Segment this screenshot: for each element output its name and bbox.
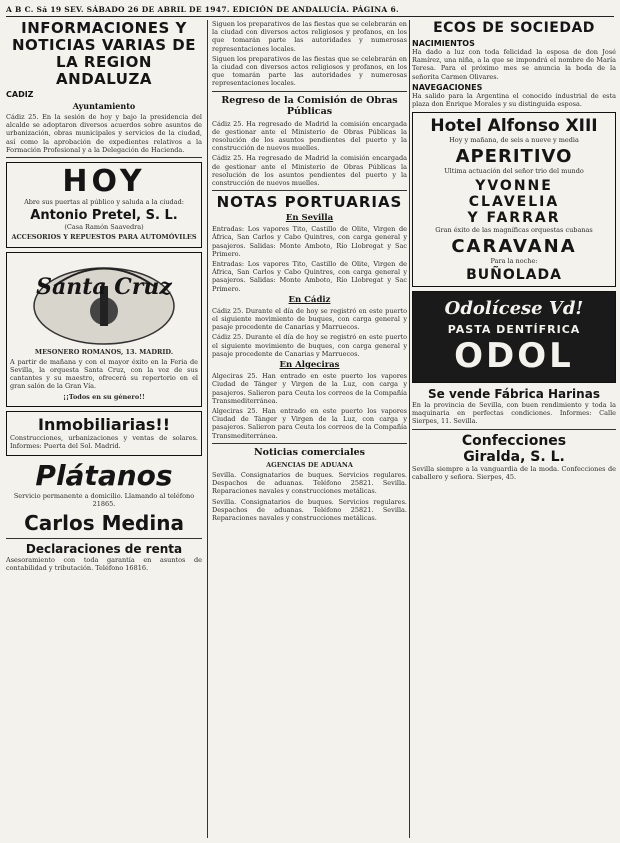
algeciras-text: Algeciras 25. Han entrado en este puerto los vapores Ciudad de Tánger y Virgen de la Luz, con carga y pasajeros. Salieron para Ceuta los correos de la Compañía Transmediterránea. xyxy=(212,406,407,440)
bunolada: BUÑOLADA xyxy=(466,267,562,284)
article-text: Cádiz 25. En la sesión de hoy y bajo la presidencia del alcalde se adoptaron diversos acuerdos sobre asuntos de urbanización, obras municipales y servicios de la ciudad, así como la aprobación de expedientes relativos a la Formación Profesional y a la Delegación de Hacienda. xyxy=(6,113,202,154)
inmobiliarias-ad xyxy=(6,411,202,456)
hoy-line: ACCESORIOS Y REPUESTOS PARA AUTOMÓVILES xyxy=(11,233,197,242)
regreso-text: Cádiz 25. Ha regresado de Madrid la comisión encargada de gestionar ante el Ministerio de Obras Públicas la resolución de los asuntos pendientes del puerto y la construcción de nuevos muelles. xyxy=(212,119,407,153)
divider xyxy=(212,190,407,191)
giralda-name: Giralda, S. L. xyxy=(463,448,565,465)
comerciales-head: Noticias comerciales xyxy=(254,446,365,458)
city-label: CADIZ xyxy=(6,90,34,99)
hoy-line: (Casa Ramón Saavedra) xyxy=(64,223,144,232)
aperitivo: APERITIVO xyxy=(455,146,573,168)
divider xyxy=(6,538,202,539)
comerciales-text: Sevilla. Consignatarios de buques. Servicios regulares. Despachos de aduanas. Teléfono 25821. Sevilla. Reparaciones navales y construcciones metálicas. xyxy=(212,497,407,522)
farrar: Y FARRAR xyxy=(467,209,561,226)
navegaciones-sub: NAVEGACIONES xyxy=(412,82,483,92)
column-rule xyxy=(409,20,410,838)
odol-slogan: Odolícese Vd! xyxy=(444,298,584,320)
sevilla-text: Entradas: Los vapores Tito, Castillo de Olite, Virgen de África, San Carlos y Cabo Quintres, con carga general y pasajeros. Salidas: Monte Amboto, Río Llobregat y Sac Primero. xyxy=(212,260,407,293)
santa-cruz-ornament-icon xyxy=(14,256,194,348)
navegaciones-text: Ha salido para la Argentina el conocido industrial de esta plaza don Enrique Morales y su distinguida esposa. xyxy=(412,91,616,109)
algeciras-text: Algeciras 25. Han entrado en este puerto los vapores Ciudad de Tánger y Virgen de la Luz, con carga y pasajeros. Salieron para Ceuta los correos de la Compañía Transmediterránea. xyxy=(212,372,407,405)
ecos-text: Ha dado a luz con toda felicidad la esposa de don José Ramírez, una niña, a la que se impondrá el nombre de María Teresa. Para el próximo mes se anuncia la boda de la señorita Carmen Olivares. xyxy=(412,48,616,81)
platanos-title: Plátanos xyxy=(35,459,173,493)
comerciales-text: Sevilla. Consignatarios de buques. Servicios regulares. Despachos de aduanas. Teléfono 25821. Sevilla. Reparaciones navales y construcciones metálicas. xyxy=(212,470,407,496)
santa-cruz-footer: ¡¡Todos en su género!! xyxy=(63,392,145,401)
divider xyxy=(6,157,202,158)
giralda-title: Confecciones xyxy=(461,432,567,449)
hotel-alfonso-ad xyxy=(412,112,616,287)
column-middle xyxy=(212,20,407,838)
declaraciones-text: Asesoramiento con toda garantía en asuntos de contabilidad y tributación. Teléfono 16816. xyxy=(6,555,202,572)
algeciras-head: En Algeciras xyxy=(279,360,340,371)
inmobiliarias-title: Inmobiliarias!! xyxy=(38,414,170,434)
ecos-sub: NACIMIENTOS xyxy=(412,39,475,48)
fabrica-text: En la provincia de Sevilla, con buen rendimiento y toda la maquinaria en perfectas condiciones. Informes: Calle Sierpes, 11. Sevilla. xyxy=(412,401,616,426)
sevilla-head: En Sevilla xyxy=(285,213,334,224)
santa-cruz-text: A partir de mañana y con el mayor éxito en la Feria de Sevilla, la orquesta Santa Cruz, con la voz de sus cantantes y su maestro, ofrecerá su repertorio en el gran salón de la Gran Vía. xyxy=(10,357,198,391)
platanos-sub: Servicio permanente a domicilio. Llamando al teléfono 21865. xyxy=(13,492,195,509)
divider xyxy=(212,91,407,92)
page-header: A B C. Sá 19 SEV. SÁBADO 26 DE ABRIL DE 1947. EDICIÓN DE ANDALUCÍA. PÁGINA 6. xyxy=(6,5,614,17)
hoy-name: Antonio Pretel, S. L. xyxy=(30,208,178,224)
aperitivo-sub: Ultima actuación del señor trio del mundo xyxy=(444,167,584,176)
sevilla-text: Entradas: Los vapores Tito, Castillo de Olite, Virgen de África, San Carlos y Cabo Quintres, con carga general y pasajeros. Salidas: Monte Amboto, Río Llobregat y Sac Primero. xyxy=(212,225,407,258)
santa-cruz-title: Santa Cruz xyxy=(36,273,172,300)
hoy-title: HOY xyxy=(62,164,146,200)
article-text: Siguen los preparativos de las fiestas que se celebrarán en la ciudad con diversos actos religiosos y profanos, en los que tomarán parte las autoridades y numerosas representaciones locales. xyxy=(212,20,407,53)
column-rule xyxy=(207,20,208,838)
section-title: INFORMACIONES Y NOTICIAS VARIAS DE LA REGION ANDALUZA xyxy=(11,20,196,88)
odol-ad xyxy=(412,291,616,383)
hoy-line: Abre sus puertas al público y saluda a la ciudad: xyxy=(24,198,184,207)
yvonne-sub: Gran éxito de las magníficas orquestas cubanas xyxy=(435,225,593,234)
notas-title: NOTAS PORTUARIAS xyxy=(216,193,403,212)
yvonne: YVONNE xyxy=(475,177,553,194)
divider xyxy=(212,443,407,444)
column-right xyxy=(412,20,616,838)
regreso-title: Regreso de la Comisión de Obras Públicas xyxy=(221,94,398,117)
cadiz-text: Cádiz 25. Durante el día de hoy se registró en este puerto el siguiente movimiento de buques, con carga general y pasaje procedente de Canarias y Marruecos. xyxy=(212,306,407,332)
article-text: Siguen los preparativos de las fiestas que se celebrarán en la ciudad con diversos actos religiosos y profanos, en los que tomarán parte las autoridades y numerosas representaciones locales. xyxy=(212,54,407,88)
clavelia: CLAVELIA xyxy=(468,193,560,210)
fabrica-title: Se vende Fábrica Harinas xyxy=(428,387,600,402)
regreso-text: Cádiz 25. Ha regresado de Madrid la comisión encargada de gestionar ante el Ministerio de Obras Públicas la resolución de los asuntos pendientes del puerto y la construcción de nuevos muelles. xyxy=(212,154,407,188)
comerciales-sub: AGENCIAS DE ADUANA xyxy=(266,460,353,469)
hotel-title: Hotel Alfonso XIII xyxy=(430,116,598,137)
odol-pasta: PASTA DENTÍFRICA xyxy=(447,323,581,337)
ecos-title: ECOS DE SOCIEDAD xyxy=(433,20,595,36)
cadiz-text: Cádiz 25. Durante el día de hoy se registró en este puerto el siguiente movimiento de buques, con carga general y pasaje procedente de Canarias y Marruecos. xyxy=(212,333,407,358)
inmobiliarias-text: Construcciones, urbanizaciones y ventas de solares. Informes: Puerta del Sol. Madrid. xyxy=(10,433,198,451)
subhead: Ayuntamiento xyxy=(72,101,136,111)
column-left xyxy=(6,20,202,838)
declaraciones-title: Declaraciones de renta xyxy=(25,541,183,556)
cadiz-head: En Cádiz xyxy=(288,294,331,305)
odol-brand: ODOL xyxy=(454,336,574,377)
giralda-text: Sevilla siempre a la vanguardia de la moda. Confecciones de caballero y señora. Sierpes, 45. xyxy=(412,464,616,481)
carlos-medina: Carlos Medina xyxy=(24,510,184,535)
noche: Para la noche: xyxy=(490,256,538,265)
hotel-line: Hoy y mañana, de seis a nueve y media xyxy=(449,136,579,145)
santa-cruz-illustration xyxy=(10,256,198,348)
divider xyxy=(412,429,616,430)
santa-cruz-ad xyxy=(6,252,202,407)
hoy-ad xyxy=(6,162,202,248)
caravana: CARAVANA xyxy=(451,235,577,257)
santa-cruz-address: MESONERO ROMANOS, 13. MADRID. xyxy=(34,347,174,356)
